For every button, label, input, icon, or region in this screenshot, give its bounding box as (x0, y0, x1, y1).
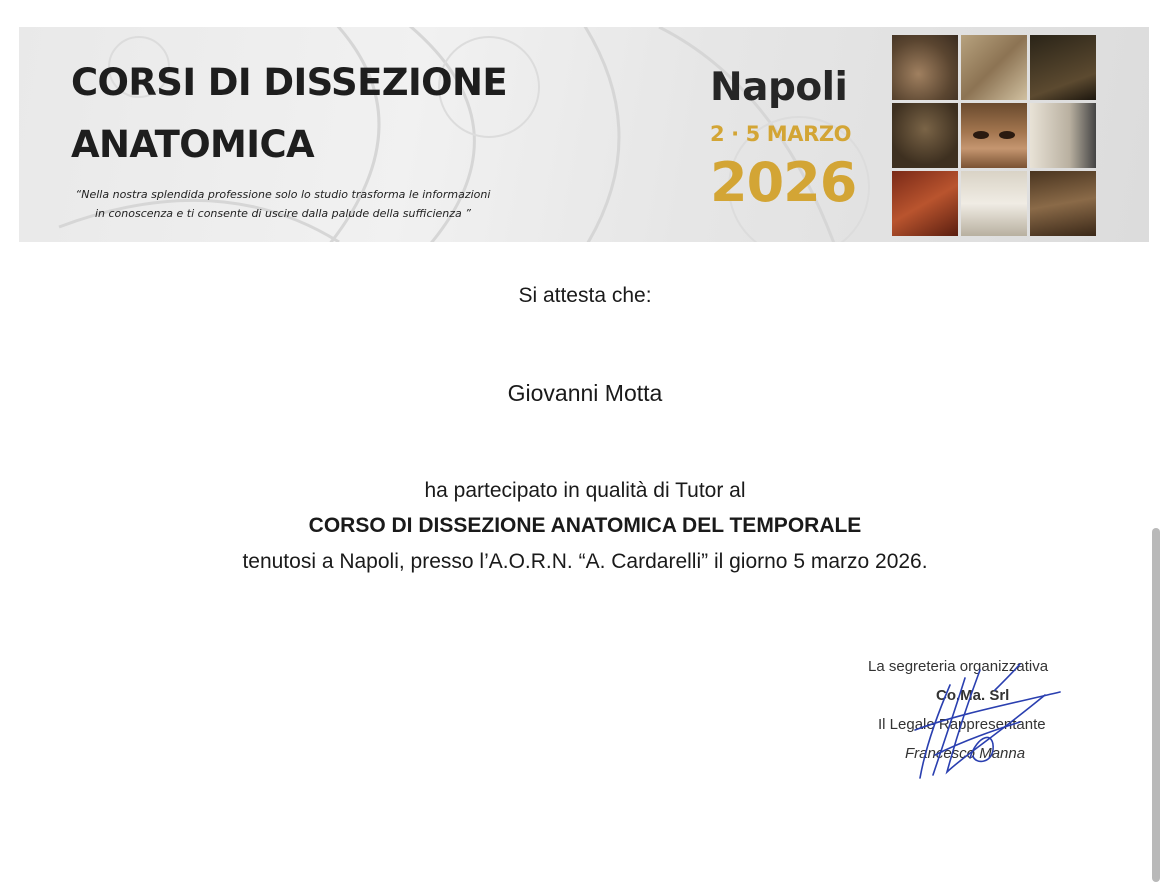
mosaic-tile-dark-corner (1030, 35, 1096, 100)
certificate-intro: Si attesta che: (518, 284, 652, 307)
banner-quote (63, 185, 503, 223)
event-city: Napoli (710, 65, 848, 110)
portrait-mosaic-image (892, 35, 1096, 237)
mosaic-tile-sketch-face (1030, 103, 1096, 168)
mosaic-tile-sculpture-curls (892, 35, 958, 100)
handwritten-signature-icon (895, 660, 1065, 790)
mosaic-tile-sculpture-ornament (892, 103, 958, 168)
signature-org-label: La segreteria organizzativa (868, 658, 1049, 675)
event-year: 2026 (710, 151, 857, 214)
mosaic-tile-beard-sketch (961, 171, 1027, 236)
signature-company: Co.Ma. Srl (936, 687, 1010, 704)
signature-role: Il Legale Rappresentante (878, 716, 1046, 733)
mosaic-tile-fresco (961, 35, 1027, 100)
mosaic-tile-red-painting (892, 171, 958, 236)
banner-title-line2: ANATOMICA (71, 123, 315, 166)
vertical-scrollbar[interactable] (1152, 528, 1160, 882)
banner-quote-line1: “Nella nostra splendida professione solo lo studio trasforma le informazioni (75, 188, 491, 201)
participation-text: ha partecipato in qualità di Tutor al (424, 479, 746, 502)
course-title: CORSO DI DISSEZIONE ANATOMICA DEL TEMPORALE (308, 514, 862, 537)
mosaic-eyes-icon (961, 103, 1027, 168)
recipient-name: Giovanni Motta (507, 380, 663, 406)
event-dates: 2 · 5 MARZO (710, 122, 852, 146)
banner-title-line1: CORSI DI DISSEZIONE (71, 61, 508, 104)
mosaic-tile-face-eyes (961, 103, 1027, 168)
mosaic-tile-portrait (1030, 171, 1096, 236)
banner-quote-line2: in conoscenza e ti consente di uscire dalla palude della sufficienza ” (94, 207, 471, 220)
header-banner (19, 27, 1149, 242)
course-location-date: tenutosi a Napoli, presso l’A.O.R.N. “A. Cardarelli” il giorno 5 marzo 2026. (242, 550, 928, 573)
signature-person-name: Francesco Manna (905, 745, 1026, 762)
